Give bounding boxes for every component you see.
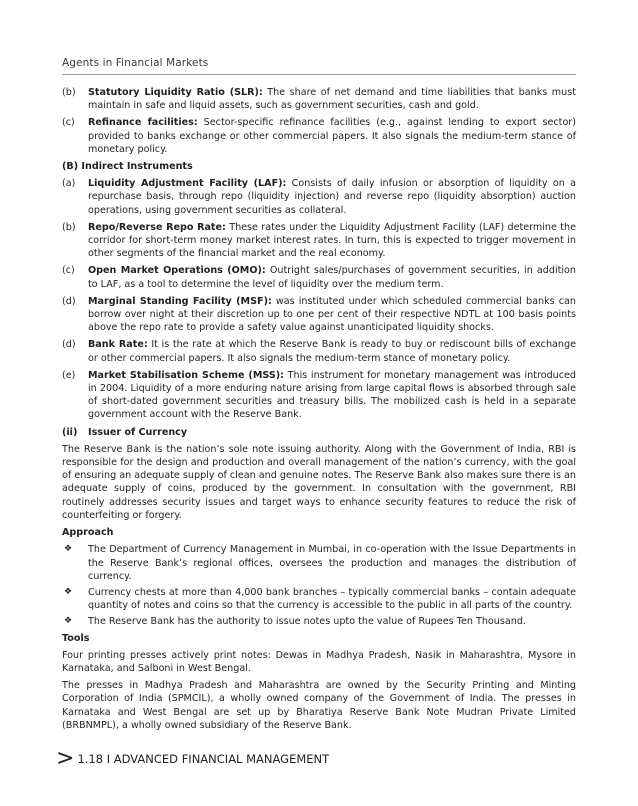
- item-term: Liquidity Adjustment Facility (LAF):: [88, 178, 287, 190]
- bullet-item: [62, 543, 576, 583]
- item-term: Statutory Liquidity Ratio (SLR):: [88, 87, 263, 98]
- item-term: Market Stabilisation Scheme (MSS):: [88, 369, 284, 381]
- section-title: Issuer of Currency: [88, 426, 188, 438]
- item-label: (b): [62, 87, 76, 98]
- chevron-right-icon: >: [56, 746, 75, 771]
- list-item-refinance: [62, 116, 576, 156]
- section-label: (ii): [62, 426, 78, 438]
- item-label: (d): [62, 295, 76, 307]
- item-text: Outright sales/purchases of government securities, in addition to LAF, as a tool to determine the level of liquidity over the medium term.: [88, 265, 576, 290]
- list-item-msf: [62, 295, 576, 335]
- item-term: Repo/Reverse Repo Rate:: [88, 221, 226, 233]
- item-term: Bank Rate:: [88, 339, 148, 351]
- header-rule: [62, 74, 576, 75]
- item-label: (a): [62, 178, 76, 190]
- item-text: Consists of daily infusion or absorption of liquidity on a repurchase basis, through repo (liquidity injection) and reverse repo (liquidity absorption) auction operations, using government securities as collateral.: [88, 178, 577, 216]
- page-body: [62, 86, 576, 736]
- bullet-item: [62, 615, 576, 628]
- page-number: 1.18: [77, 752, 104, 766]
- approach-heading: Approach: [62, 527, 114, 539]
- bullet-text: Currency chests at more than 4,000 bank branches – typically commercial banks – contain adequate quantity of notes and coins so that the currency is accessible to the public in all parts of the country.: [88, 586, 576, 612]
- item-text: This instrument for monetary management was introduced in 2004. Liquidity of a more enduring nature arising from large capital flows is absorbed through sale of short-dated government securities and treasury bills. The mobilized cash is held in a separate government account with the Reserve Bank.: [88, 369, 576, 421]
- list-item-slr: [62, 86, 576, 112]
- item-label: (e): [62, 369, 76, 381]
- running-header: Agents in Financial Markets: [62, 57, 209, 69]
- list-item-laf: [62, 177, 576, 217]
- section-heading-indirect: (B) Indirect Instruments: [62, 161, 193, 173]
- item-term: Open Market Operations (OMO):: [88, 265, 266, 277]
- bullet-text: The Reserve Bank has the authority to issue notes upto the value of Rupees Ten Thousand.: [88, 616, 526, 628]
- diamond-bullet-icon: ❖: [64, 616, 73, 627]
- footer-separator: I: [106, 752, 111, 766]
- item-label: (b): [62, 221, 76, 233]
- item-text: was instituted under which scheduled commercial banks can borrow over night at their discretion up to one per cent of their respective NDTL at 100 basis points above the repo rate to provide a safety value against unanticipated liquidity shocks.: [88, 295, 576, 334]
- item-term: Marginal Standing Facility (MSF):: [88, 295, 272, 307]
- bullet-text: The Department of Currency Management in Mumbai, in co-operation with the Issue Departments in the Reserve Bank’s regional offices, oversees the production and manages the distribution of currency.: [88, 544, 576, 582]
- item-text: Sector-specific refinance facilities (e.g., against lending to export sector) provided to banks exchange or other commercial papers. It also signals the medium-term stance of monetary policy.: [88, 117, 576, 155]
- diamond-bullet-icon: ❖: [64, 586, 73, 597]
- tools-paragraph-1: Four printing presses actively print notes: Dewas in Madhya Pradesh, Nasik in Maharashtra, Mysore in Karnataka, and Salboni in West Bengal.: [62, 649, 576, 674]
- item-text: It is the rate at which the Reserve Bank is ready to buy or rediscount bills of exchange or other commercial papers. It also signals the medium-term stance of monetary policy.: [88, 339, 576, 364]
- tools-paragraph-2: The presses in Madhya Pradesh and Maharashtra are owned by the Security Printing and Minting Corporation of India (SPMCIL), a wholly owned company of the Government of India. The presses in Karnataka and West Bengal are set up by Bharatiya Reserve Bank Note Mudran Private Limited (BRBNMPL), a wholly owned subsidiary of the Reserve Bank.: [62, 680, 576, 731]
- tools-heading: Tools: [62, 632, 90, 644]
- item-term: Refinance facilities:: [88, 117, 198, 129]
- item-text: These rates under the Liquidity Adjustment Facility (LAF) determine the corridor for short-term money market interest rates. In turn, this is expected to trigger movement in other segments of the financial market and the real economy.: [88, 221, 576, 260]
- diamond-bullet-icon: ❖: [64, 544, 73, 555]
- book-title: ADVANCED FINANCIAL MANAGEMENT: [113, 752, 330, 766]
- bullet-item: [62, 586, 576, 612]
- currency-paragraph: The Reserve Bank is the nation’s sole note issuing authority. Along with the Government of India, RBI is responsible for the design and production and overall management of the nation’s currency, with the goal of ensuring an adequate supply of clean and genuine notes. The Reserve Bank also makes sure there is an adequate supply of coins, produced by the government. In consultation with the government, RBI routinely addresses security issues and target ways to enhance security features to reduce the risk of counterfeiting or forgery.: [62, 443, 576, 521]
- item-label: (d): [62, 339, 76, 351]
- list-item-omo: [62, 264, 576, 290]
- item-label: (c): [62, 117, 75, 129]
- item-label: (c): [62, 265, 75, 277]
- page-footer: [56, 746, 330, 771]
- list-item-mss: [62, 369, 576, 422]
- list-item-bank-rate: [62, 338, 576, 364]
- section-heading-currency: [62, 426, 576, 439]
- item-text: The share of net demand and time liabilities that banks must maintain in safe and liquid assets, such as government securities, cash and gold.: [88, 87, 576, 112]
- list-item-repo: [62, 221, 576, 261]
